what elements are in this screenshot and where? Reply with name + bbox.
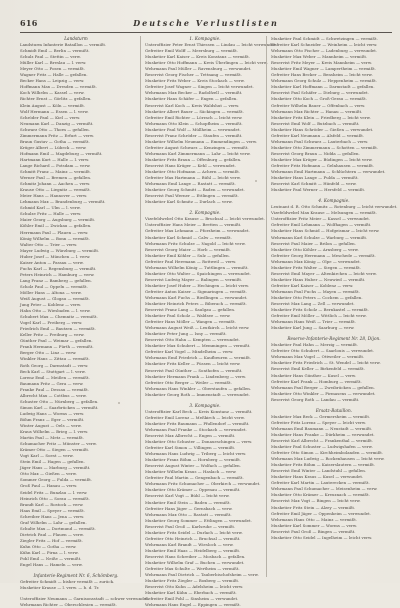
casualty-entry: Lange Richard — Potsdam — verw. — [20, 162, 91, 168]
casualty-entry: Musketier Josef Huber — Hechingen — leicht verw. — [145, 282, 250, 288]
casualty-entry: Graf Wilhelm — Lahr — gefallen. — [20, 519, 87, 525]
casualty-entry: Musketier Fritz Scholz — Bernkastel — vermißt. — [271, 307, 370, 313]
casualty-entry: Reservist Ludwig Mayer — Balingen — vermißt. — [145, 276, 243, 282]
casualty-entry: Haas Emil — Speyer — vermißt. — [20, 507, 85, 513]
casualty-entry: König Wilhelm — Bonn — vermißt. — [20, 235, 90, 241]
casualty-entry: Unteroffizier Peter Ernst Thiessen — Lindau — leicht verwundet. — [145, 42, 277, 48]
casualty-entry: Musketier Hans Schmid — Hofgeismar — leicht verw. — [271, 228, 380, 234]
casualty-entry: Wehrmann Fritz Schumacher — Oberkirch — verwundet. — [145, 481, 261, 487]
casualty-entry: Wagner Fritz — Halle — gefallen. — [20, 72, 88, 78]
casualty-entry: Musketier Emil Wagner — Lampertheim — vermißt. — [271, 66, 377, 72]
casualty-entry: Reservist Karl Koch — Kreis Waldshut — verw. — [145, 102, 240, 108]
casualty-entry: Hartmann Kurt — Halle — l. verw. — [20, 156, 90, 162]
casualty-entry: Reservist Paul Schäfer — Dieburg — verwundet. — [271, 90, 369, 96]
casualty-entry: Gefreiter Karl Simon — Villingen — vermißt. — [145, 445, 236, 451]
casualty-entry: Musketier Fritz Keller — Füssen — leicht verw. — [145, 361, 241, 367]
casualty-entry: Wehrmann Karl Schulze — Warburg — vermißt. — [271, 234, 368, 240]
casualty-entry: Wehrmann Paul Schumacher — Meisenheim — verw. — [271, 486, 378, 492]
casualty-entry: Vogt Karl — Soest — verw. — [20, 453, 74, 459]
casualty-entry: Becker Hans — Leipzig — verw. — [20, 78, 85, 84]
casualty-entry: Groß Paul — Hanau — verw. — [20, 483, 78, 489]
casualty-entry: Wehrmann Paul Dietrich — Tauberbischofsheim — verw. — [145, 572, 259, 578]
casualty-entry: Reservist Max Albrecht — Engen — vermißt. — [145, 433, 236, 438]
casualty-entry: Wehrmann Hans Otto — Mainz — vermißt. — [271, 516, 358, 522]
casualty-entry: Musketier Hans Schäfer — Engen — gefallen. — [145, 96, 238, 102]
casualty-entry: Musketier Max Weber — Mannheim — vermißt. — [271, 54, 368, 60]
casualty-entry: Gefreiter Hans Jäger — Gernsbach — verw. — [145, 505, 233, 511]
casualty-entry: Unteroffizier Neumann — Garnisonsstadt — schwer verwundet. — [20, 596, 150, 602]
casualty-entry: Musketier Hans Schröder — Gießen — verwundet. — [271, 126, 374, 132]
casualty-entry: Schmitt Franz — Mainz — vermißt. — [20, 169, 92, 175]
casualty-entry: Kraus Wilhelm — Brieg — l. verw. — [20, 429, 89, 435]
casualty-entry: Musketier Fritz Friedrich — St. Wendel — leicht verw. — [271, 360, 381, 366]
casualty-entry: Gefreiter Karl Vogel — Mindelheim — verw. — [145, 349, 234, 355]
casualty-entry: Gefreiter Emil Lehmann — Wolfhagen — vermißt. — [271, 222, 372, 228]
casualty-entry: Dietrich Paul — Plauen — verw. — [20, 531, 84, 537]
section-heading: 2. Kompagnie. — [189, 210, 221, 216]
casualty-entry: Keller Fritz — Freiburg — verw. — [20, 332, 85, 338]
casualty-entry: Musketier Paul Wolf — Müllheim — verwundet. — [145, 126, 241, 132]
casualty-entry: Musketier Otto Zimmermann — Schotten — vermißt. — [271, 144, 379, 150]
casualty-entry: Zimmermann Fritz — Erfurt — verw. — [20, 132, 95, 138]
casualty-entry: Musketier Karl Schmitz — Durlach — verw. — [145, 199, 233, 205]
casualty-entry: Gefreiter Otto Schubert — Saarlouis — verwundet. — [271, 348, 375, 354]
casualty-entry: Musketier Georg Roth — Immenstadt — verwundet. — [145, 391, 251, 397]
casualty-entry: Schmidt Emil — Berlin — vermißt. — [20, 48, 90, 54]
casualty-entry: Musketier Hermann Frank — Lindenberg — verw. — [145, 373, 247, 379]
casualty-entry: Wehrmann Hans Ludwig — Triberg — leicht verw. — [145, 451, 247, 457]
casualty-entry: Peters Heinrich — Hamburg — verw. — [20, 271, 95, 277]
running-title: Deutsche Verlustlisten — [133, 18, 279, 28]
casualty-entry: Gefreiter Fritz Hofmann — Gelnhausen — vermißt. — [271, 162, 375, 168]
casualty-entry: Landsturm Infanterie Bataillon — vermißt. — [20, 42, 107, 48]
casualty-entry: Musketier Karl Sommer — Worms — verw. — [271, 522, 358, 528]
casualty-entry: Musketier Karl Jung — Saarburg — verw. — [271, 325, 355, 331]
casualty-entry: Wehrmann Karl Fuchs — Riedlingen — verwundet. — [145, 294, 248, 300]
casualty-entry: Braun Gustav — Gotha — vermißt. — [20, 138, 90, 144]
casualty-entry: Reservist Emil Winter — Landstuhl — gefallen. — [271, 468, 367, 474]
casualty-entry: Reservist Franz Schröder — Staufen — vermißt. — [145, 132, 243, 138]
casualty-entry: Wehrmann Georg Schulz — Heppenheim — vermißt. — [271, 78, 377, 84]
casualty-entry: Gefreiter Otto Heinrich — Bruchsal — vermißt. — [145, 535, 241, 541]
column-middle — [140, 36, 277, 608]
casualty-entry: Brandt Karl — Rostock — verw. — [20, 501, 84, 507]
casualty-entry: Gefreiter Josef Wagner — Singen — leicht verwundet. — [145, 84, 254, 90]
section-heading: 3. Kompagnie. — [189, 402, 221, 408]
casualty-entry: Musketier Wilhelm Neumann — Emmendingen — verw. — [145, 138, 258, 144]
casualty-entry: Hahn Otto — Wiesbaden — l. verw. — [20, 308, 91, 314]
casualty-entry: Musketier Paul Hahn — Merzig — vermißt. — [271, 342, 359, 348]
casualty-entry: Musketier Karl Kaiser — Kreis Konstanz — vermißt. — [145, 54, 251, 60]
casualty-entry: Musketier Peter Jung — Isny — vermißt. — [145, 331, 227, 337]
casualty-entry: Musketier Hans Franke — Dürkheim — verwundet. — [271, 431, 375, 437]
casualty-entry: Wehrmann Otto Klein — Schopfheim — vermißt. — [145, 120, 243, 126]
casualty-entry: Lorenz Emil — Meißen — vermißt. — [20, 374, 90, 380]
casualty-entry: Franke Paul — Dessau — vermißt. — [20, 386, 90, 392]
casualty-entry: Schulze Fritz — Halle — verw. — [20, 211, 82, 217]
casualty-entry: Berger Otto — Linz — verw. — [20, 350, 77, 356]
casualty-entry: Gefreiter Karl Schneider — Weinheim — leicht verw. — [271, 42, 378, 48]
casualty-entry: Wehrmann Emil Friedrich — Kaufbeuren — vermißt. — [145, 355, 252, 361]
casualty-entry: Musketier Heinrich Peters — Biberach — vermißt. — [145, 301, 247, 307]
casualty-entry: Wehrmann Karl Brandt — Wiesloch — verw. — [145, 541, 234, 547]
casualty-entry: Musketier Otto Schuster — Donaueschingen — verw. — [145, 439, 253, 445]
casualty-entry: Wehrmann Max König — Olpe — verwundet. — [271, 258, 361, 264]
casualty-entry: Musketier Otto Winkler — Pirmasens — verwundet. — [271, 390, 376, 396]
casualty-entry: Wehrmann Paul Franke — Stockach — verwundet. — [145, 426, 247, 432]
casualty-entry: Gefreiter Emil Richter — Lörrach — leicht verw. — [145, 114, 243, 120]
casualty-entry: Stein Emil — Hagen — gefallen. — [20, 459, 85, 465]
casualty-entry: Albrecht Max — Cottbus — verw. — [20, 392, 87, 398]
casualty-entry: Wehrmann Max Richter — Hanau — vermißt. — [271, 108, 363, 114]
casualty-entry: Wehrmann Paul Schwarz — Lauterbach — verw. — [271, 138, 369, 144]
casualty-entry: Schulz Paul — Stettin — verw. — [20, 54, 81, 60]
section-heading: Infanterie-Regiment Nr. 6, Schömberg. — [33, 573, 119, 579]
section-heading: 4. Kompagnie. — [318, 198, 350, 204]
casualty-entry: Klein August — Köln — vermißt. — [20, 102, 86, 108]
casualty-entry: Musketier Karl Hoffmann — Darmstadt — gefallen. — [271, 84, 375, 90]
casualty-entry: Reservist Max Lang — Zell — verwundet. — [271, 301, 355, 307]
casualty-entry: Reservist Emil Mayer — Altenkirchen — leicht verw. — [271, 270, 377, 276]
casualty-entry: Otto Max — Gießen — verw. — [20, 471, 77, 477]
casualty-entry: Reservist Georg Maier — Horb — vermißt. — [145, 246, 232, 252]
casualty-entry: Musketier Karl Kühn — Eberbach — vermißt. — [145, 590, 237, 596]
casualty-entry: Gefreiter Karl Frank — Homburg — vermißt. — [271, 378, 362, 384]
casualty-entry: Wehrmann Emil Lange — Rastatt — vermißt. — [145, 181, 236, 187]
casualty-entry: Hoffmann Max — Dresden — vermißt. — [20, 84, 98, 90]
casualty-entry: Gefreiter Emil Wolff — Meersburg — vermißt. — [145, 48, 239, 54]
casualty-entry: Musketier Paul Schmidt — Schwetzingen — vermißt. — [271, 36, 378, 41]
casualty-entry: Wolf Hermann — Essen — l. verw. — [20, 108, 89, 114]
casualty-entry: Musketier Max Krüger — Büdingen — leicht verw. — [271, 156, 373, 162]
casualty-entry: Reservist Paul Groß — Bingen — vermißt. — [271, 528, 356, 534]
casualty-entry: Gefreiter Emil Jäger — Oppenheim — verwundet. — [271, 510, 371, 516]
casualty-entry: Musketier Fritz Ziegler — Boxberg — vermißt. — [145, 578, 240, 584]
column-left — [20, 36, 150, 608]
casualty-entry: Wehrmann Max Otto — Rastatt — vermißt. — [145, 511, 232, 517]
casualty-entry: Richter Ernst — Görlitz — gefallen. — [20, 96, 92, 102]
casualty-entry: Musketier Max Beck — Germersheim — vermißt. — [271, 413, 371, 419]
casualty-entry: Weiß August — Glogau — vermißt. — [20, 296, 90, 302]
casualty-entry: Reservist Hans Schreiber — Mosbach — gefallen. — [145, 553, 246, 559]
casualty-entry: Reservist Paul Werner — Ettlingen — vermißt. — [145, 193, 239, 199]
casualty-entry: Ludwig Hans — Worms — verw. — [20, 410, 85, 416]
casualty-entry: Schmitz Johann — Aachen — verw. — [20, 181, 91, 187]
casualty-entry: Gefreiter Max Schulte — Wertheim — vermißt. — [145, 566, 240, 572]
casualty-entry: Musketier Hans Lange — Fulda — vermißt. — [271, 175, 359, 181]
casualty-entry: Musketier Otto Koch — Groß-Gerau — vermißt. — [271, 96, 367, 102]
casualty-entry: Wehrmann Max Ludwig — Rockenhausen — leicht verw. — [271, 456, 385, 462]
casualty-entry: Reservist Karl Vogt — Bühl — leicht verw. — [145, 493, 230, 499]
casualty-entry: Reservist Georg Braun — Nidda — gefallen. — [271, 150, 360, 156]
section-heading: 1. Kompagnie. — [189, 36, 221, 41]
casualty-entry: Reservist Paul Maier — Brilon — gefallen. — [271, 240, 357, 246]
casualty-entry: Musketier Paul Scholz — Waldsee — verw. — [145, 313, 231, 319]
casualty-entry: Gefreiter Karl Martin — Lauterecken — vermißt. — [271, 480, 370, 486]
casualty-entry: Huber Josef — München — l. verw. — [20, 253, 91, 259]
casualty-entry: Musketier Georg Schmitt — Baden — verwundet. — [145, 187, 245, 193]
casualty-entry: Musketier Otto Köhler — Arnsberg — verw. — [271, 246, 359, 252]
casualty-entry: Musketier Paul Schuster — Ludwigshafen — verw. — [271, 444, 373, 450]
casualty-entry: Gefreiter Max Lehmann — Pforzheim — verwundet. — [145, 228, 250, 234]
casualty-entry: Baumann Fritz — Gera — verw. — [20, 380, 84, 386]
casualty-entry: Gefreiter Emil Lorenz — Meßkirch — leicht verw. — [145, 414, 245, 420]
casualty-entry: Scholz Paul — Oppeln — vermißt. — [20, 283, 88, 289]
casualty-entry: Wehrmann Max Vogel — Ottweiler — vermißt. — [271, 354, 365, 360]
casualty-entry: Gefreiter Hans Becker — Bensheim — leicht verw. — [271, 72, 373, 78]
casualty-entry: Schubert Max — Chemnitz — vermißt. — [20, 314, 98, 320]
casualty-entry: Böhm Franz — Eger — vermißt. — [20, 416, 85, 422]
casualty-entry: Gefreiter Emil Möller — Wittlich — leicht verw. — [271, 313, 367, 319]
casualty-entry: Reservist Paul Groß — Karlsruhe — vermißt. — [145, 523, 236, 529]
casualty-entry: Musketier Emil Haas — Heidelberg — vermißt. — [145, 547, 241, 553]
casualty-entry: Vogel Karl — Freiberg — verw. — [20, 320, 83, 326]
casualty-entry: Gefreiter Karl Neumann — Alsfeld — vermißt. — [271, 132, 365, 138]
casualty-entry: Musketier Otto Seidel — Ingelheim — leicht verw. — [271, 534, 373, 540]
casualty-entry: Schmid Karl — Ulm — l. verw. — [20, 205, 81, 211]
casualty-entry: Lang Franz — Bamberg — gefallen. — [20, 277, 92, 283]
casualty-entry: Walter Otto — Trier — verw. — [20, 241, 78, 247]
casualty-entry: Schwarz Otto — Thorn — gefallen. — [20, 126, 91, 132]
casualty-entry: Wehrmann Wilhelm König — Tuttlingen — vermißt. — [145, 264, 249, 270]
casualty-entry: Gefreiter Wilhelm Bauer — Offenbach — verw. — [271, 102, 366, 108]
casualty-entry: Gefreiter Fritz Lorenz — Speyer — leicht verw. — [271, 419, 367, 425]
casualty-entry: Gefreiter Georg Herrmann — Meschede — vermißt. — [271, 252, 376, 258]
casualty-entry: Wehrmann Hans Weiß — Trier — vermißt. — [271, 319, 357, 325]
casualty-entry: Wehrmann Paul Müller — Ravensburg — verwundet. — [145, 66, 252, 72]
casualty-entry: Musketier Paul Werner — Hersfeld — vermißt. — [271, 187, 366, 193]
casualty-entry: Musketier Hans Günther — Kusel — verw. — [271, 372, 357, 378]
casualty-entry: Musketier Krause — l. verw. — b. d. Tr. — [20, 585, 100, 591]
casualty-entry: Musketier Otto Walter — Spaichingen — verwundet. — [145, 270, 252, 276]
casualty-entry: Musketier Fritz Böhm — Kaiserslautern — vermißt. — [271, 462, 376, 468]
casualty-entry: Musketier Hans Huber — Neuwied — vermißt. — [271, 276, 366, 282]
casualty-entry: Musketier Fritz Weber — Kreis Stockach — verw. — [145, 78, 245, 84]
casualty-entry: Musketier Otto Krämer — Oppenau — vermißt. — [145, 487, 241, 493]
column-right — [266, 36, 397, 577]
casualty-entry: Wehrmann Hans Winkler — Oberstaufen — gefallen. — [145, 385, 252, 391]
casualty-entry: Reservist Georg Fischer — Tettnang — vermißt. — [145, 72, 242, 78]
casualty-entry: Schuster Otto — Nürnberg — gefallen. — [20, 398, 99, 404]
casualty-entry: Wehrmann Emil Baumann — Neustadt — vermißt. — [271, 425, 373, 431]
casualty-entry: Maier Georg — Augsburg — vermißt. — [20, 217, 96, 223]
casualty-entry: Gefreiter Anton Kaiser — Sigmaringen — vermißt. — [145, 288, 247, 294]
casualty-entry: Unteroffizier Hans Meier — Bretten — vermißt. — [145, 222, 242, 228]
casualty-entry: Schreiber Hans — Jena — verw. — [20, 513, 85, 519]
casualty-entry: Roth Georg — Darmstadt — verw. — [20, 362, 89, 368]
casualty-entry: Seidel Fritz — Bunzlau — l. verw. — [20, 489, 88, 495]
casualty-entry: Musketier Otto Krämer — Kreuznach — vermißt. — [271, 492, 370, 498]
casualty-entry: Schulte Max — Dortmund — vermißt. — [20, 525, 96, 531]
casualty-entry: Müller Karl — Breslau — l. verw. — [20, 60, 87, 66]
casualty-entry: Gefreiter Schmidt — bisher vermißt — zurück. — [20, 579, 115, 585]
casualty-entry: Hofmann Emil — Magdeburg — vermißt. — [20, 150, 103, 156]
casualty-entry: Musketier Emil Köhler — Sulz — gefallen. — [145, 252, 230, 258]
casualty-entry: Koch Wilhelm — Kassel — verw. — [20, 90, 85, 96]
casualty-entry: Musketier Albert Bauer — Säckingen — vermißt. — [145, 108, 244, 114]
casualty-entry: Gefreiter Hans Möller — Wangen — vermißt. — [145, 319, 236, 325]
casualty-entry: Pohl Emil — Neiße — vermißt. — [20, 556, 82, 562]
casualty-entry: Kühn Karl — Pirna — l. verw. — [20, 549, 79, 555]
casualty-entry: Kuhn Otto — Gotha — verw. — [20, 543, 77, 549]
casualty-entry: Musketier Georg Sommer — Ettlingen — verwundet. — [145, 517, 252, 523]
casualty-entry: Beck Karl — Stuttgart — l. verw. — [20, 368, 86, 374]
casualty-entry: Reservist Hans Krüger — Kehl — verwundet. — [145, 162, 236, 168]
casualty-entry: Unteroffizier Karl Beck — Kreis Konstanz — vermißt. — [145, 408, 253, 414]
casualty-entry: Reservist Karl Schmitt — Hünfeld — verw. — [271, 181, 357, 187]
casualty-entry: Lehmann Max — Brandenburg — vermißt. — [20, 199, 106, 205]
casualty-entry: Fuchs Karl — Regensburg — vermißt. — [20, 265, 97, 271]
casualty-entry: Wehrmann Hans Engel — Eppingen — vermißt. — [145, 602, 241, 608]
casualty-entry: Reservist Georg Roth — Landau — vermißt. — [271, 396, 360, 402]
casualty-entry: Simon Karl — Saarbrücken — vermißt. — [20, 404, 99, 410]
casualty-entry: Krämer Otto — Siegen — vermißt. — [20, 447, 90, 453]
casualty-entry: Musketier Fritz Braun — Offenburg — gefallen. — [145, 156, 242, 162]
casualty-entry: Reservist Karl Albrecht — Frankenthal — vermißt. — [271, 438, 374, 443]
casualty-entry: Ziegler Fritz — Hof — vermißt. — [20, 537, 83, 543]
casualty-entry: Engel Hans — Hameln — verw. — [20, 562, 83, 568]
casualty-entry: Jäger Hans — Marburg — vermißt. — [20, 465, 91, 471]
casualty-entry: Sommer Georg — Fulda — vermißt. — [20, 477, 93, 483]
casualty-entry: Musketier Max Schubert — Memmingen — vermißt. — [145, 343, 251, 349]
casualty-entry: Musketier Otto Hofmann — Achern — vermißt. — [145, 169, 241, 175]
casualty-entry: Reservist Otto Hahn — Kempten — verwundet. — [145, 337, 241, 343]
casualty-entry: Musketier Wilhelm Kraus — Haslach — verw. — [145, 469, 237, 475]
casualty-entry: Jung Peter — Koblenz — verw. — [20, 302, 82, 308]
casualty-entry: Musketier Fritz Walter — Siegen — vermißt. — [271, 264, 361, 270]
casualty-entry: Gefreiter Otto Berger — Weiler — vermißt. — [145, 379, 232, 385]
casualty-entry: Reservist Emil Wolf — Butzbach — vermißt. — [271, 120, 360, 126]
casualty-entry: Wehrmann Otto Fischer — Ladenburg — verwundet. — [271, 48, 378, 54]
casualty-entry: Musketier Fritz Klein — Friedberg — leicht verw. — [271, 114, 371, 120]
casualty-entry: Reservist Otto Kuhn — Adelsheim — leicht verw. — [145, 584, 244, 590]
casualty-entry: Musketier Emil Stein — Baden — vermißt. — [145, 499, 231, 505]
casualty-entry: Schröder Paul — Kiel — verw. — [20, 114, 81, 120]
casualty-entry: Heinrich Otto — Sorau — vermißt. — [20, 495, 90, 501]
casualty-entry: Kaiser Anton — Passau — verw. — [20, 259, 84, 265]
casualty-entry: Herrmann Paul — Plauen — verw. — [20, 229, 89, 235]
casualty-entry: Musketier Fritz Baumann — Pfullendorf — vermißt. — [145, 420, 250, 426]
casualty-entry: Köhler Emil — Zwickau — gefallen. — [20, 223, 92, 229]
casualty-entry: Gefreiter Karl Kaiser — Koblenz — verw. — [271, 282, 354, 288]
casualty-entry: Winkler Hans — Zittau — vermißt. — [20, 356, 90, 362]
casualty-entry: Meier Hans — Hannover — verw. — [20, 193, 88, 199]
section-heading: Ersatz-Bataillon. — [315, 407, 353, 413]
casualty-entry: Wehrmann Fritz Schulze — Nagold — leicht verw. — [145, 240, 246, 246]
casualty-entry: Krüger Albert — Lübeck — verw. — [20, 144, 87, 150]
casualty-entry: Wehrmann Paul Berger — Zweibrücken — gefallen. — [271, 384, 375, 390]
casualty-entry: Reservist Max Vogt — Bingen — leicht verw. — [271, 498, 361, 504]
casualty-entry: Reservist Paul Günther — Sonthofen — vermißt. — [145, 367, 243, 373]
casualty-entry: Musketier Otto Peters — Cochem — gefallen. — [271, 294, 363, 300]
section-heading: Reserve-Infanterie-Regiment Nr. 28, Dijon. — [287, 336, 381, 342]
scan-speck — [118, 402, 120, 404]
casualty-entry: Friedrich Emil — Bautzen — vermißt. — [20, 326, 96, 332]
casualty-entry: Wehrmann Emil Hartmann — Schlüchtern — verwundet. — [271, 169, 386, 175]
casualty-entry: Reservist Franz Lang — Saulgau — gefallen. — [145, 307, 236, 313]
casualty-entry: Reservist August Winter — Wolfach — gefallen. — [145, 463, 241, 469]
casualty-entry: Gefreiter Paul Martin — Gengenbach — vermißt. — [145, 475, 244, 481]
casualty-entry: Musketier Karl Schmid — Calw — vermißt. — [145, 234, 232, 240]
casualty-entry: Musketier Hans Kraus — Kusel — verwundet. — [271, 474, 364, 480]
casualty-entry: Vizefeldwebel Max Krause — Melsungen — vermißt. — [271, 210, 377, 216]
casualty-entry: Schumacher Fritz — Münster — verw. — [20, 441, 97, 447]
casualty-entry: Gefreiter Otto Simon — Kirchheimbolanden — vermißt. — [271, 450, 384, 456]
casualty-entry: Martin Paul — Metz — vermißt. — [20, 435, 84, 441]
casualty-entry: Musketier Otto Hoffmann — Kreis Überlingen — leicht verw. — [145, 60, 268, 66]
casualty-entry: Möller Hans — Altona — verw. — [20, 289, 82, 295]
casualty-entry: Musketier Fritz Seidel — Durlach — leicht verw. — [145, 529, 243, 535]
page-header — [20, 18, 392, 33]
casualty-entry: Gefreiter Paul Herrmann — Rottweil — verw. — [145, 258, 237, 264]
casualty-entry: Gefreiter Max Hartmann — Bühl — leicht verw. — [145, 175, 241, 181]
casualty-entry: Mayer Ludwig — Würzburg — vermißt. — [20, 247, 100, 253]
casualty-entry: Wehrmann Max Becker — Radolfzell — vermißt. — [145, 90, 243, 96]
casualty-entry: Musketier Wilhelm Graf — Buchen — verwundet. — [145, 559, 245, 565]
casualty-entry: Gefreiter Emil Pohl — Sinsheim — verwundet. — [145, 596, 239, 602]
casualty-entry: Gefreiter August Schwarz — Kenzingen — vermißt. — [145, 144, 249, 150]
casualty-entry: Leutnant d. R. Otto Schmitz — Rotenburg — leicht verwundet. — [271, 204, 398, 210]
casualty-entry: Wehrmann August Weiß — Leutkirch — leicht verw. — [145, 325, 250, 331]
casualty-entry: Günther Paul — Weimar — gefallen. — [20, 338, 93, 344]
casualty-entry: Winter August — Oels — verw. — [20, 423, 82, 428]
casualty-entry: Musketier Franz Böhm — Hornberg — vermißt. — [145, 457, 242, 463]
page-number: 616 — [20, 18, 38, 28]
casualty-entry: Wehrmann Richter — Oberschlesien — vermißt. — [20, 602, 117, 608]
section-heading: Landsturm — [64, 36, 88, 41]
casualty-entry: Wehrmann Paul Fuchs — Mayen — vermißt. — [271, 288, 360, 294]
casualty-entry: Reservist Emil Keller — Birkenfeld — vermißt. — [271, 366, 365, 372]
casualty-entry: Reservist Fritz Meyer — Kreis Mannheim — verw. — [271, 60, 373, 66]
casualty-entry: Meyer Otto — Posen — vermißt. — [20, 66, 86, 72]
casualty-entry: Wehrmann Karl Zimmermann — Lahr — leicht verw. — [145, 150, 251, 156]
casualty-entry: Werner Paul — Bremen — gefallen. — [20, 175, 92, 181]
casualty-entry: Frank Hermann — Fürth — vermißt. — [20, 344, 94, 350]
casualty-entry: Unteroffizier Fritz Meier — Kassel — verwundet. — [271, 216, 371, 222]
scan-speck — [255, 180, 257, 182]
casualty-entry: Krause Otto — Liegnitz — vermißt. — [20, 187, 91, 193]
casualty-entry: Neumann Karl — Danzig — vermißt. — [20, 120, 94, 126]
casualty-entry: Musketier Fritz Stein — Alzey — vermißt. — [271, 504, 356, 510]
casualty-entry: Vizefeldwebel Otto Krause — Bruchsal — leicht verwundet. — [145, 216, 266, 222]
